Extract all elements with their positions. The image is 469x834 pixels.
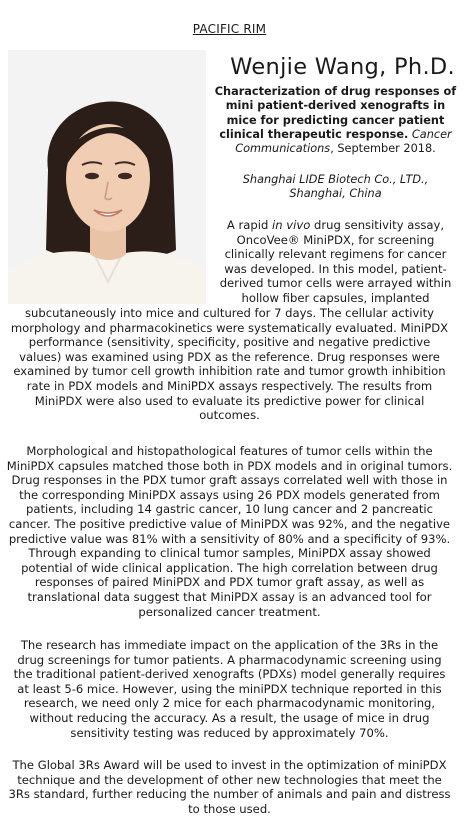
paragraph-3: The research has immediate impact on the application of the 3Rs in the drug screenings for tumor patients. A pharmacodynamic screening using the traditional patient-derived xenografts (PDXs) model generally requires at least 5-6 mice. However, using the miniPDX technique reported in this research, we need only 2 mice for each pharmacodynamic monitoring, without reducing the accuracy. As a result, the usage of mice in drug sensitivity testing was reduced by approximately 70%.: [13, 638, 446, 740]
portrait-photo: [8, 50, 206, 304]
paper-title: Characterization of drug responses of mini patient-derived xenografts in mice for predicting cancer patient clinical therapeutic response.: [214, 85, 457, 141]
affiliation: [214, 173, 457, 202]
paragraph-1-lead: A rapid: [226, 218, 269, 232]
paragraph-1-wrap: drug sensitivity assay, OncoVee® MiniPDX, for screening clinically relevant regimens for cancer was developed. In this model, patient-derived tumor cells were arrayed within hollow fiber capsules, implanted: [219, 218, 452, 305]
paragraph-1-wrapped: [214, 218, 457, 306]
publication-date: , September 2018.: [330, 142, 436, 156]
affiliation-location: Shanghai, China: [289, 187, 382, 201]
paragraph-1-italic: in vivo: [272, 218, 311, 232]
paragraph-1-continued: subcutaneously into mice and cultured for 7 days. The cellular activity morphology and pharmacokinetics were systematically evaluated. MiniPDX performance (sensitivity, specificity, positive and negative predictive values) was examined using PDX as the reference. Drug responses were examined by tumor cell growth inhibition rate and tumor growth inhibition rate in PDX models and MiniPDX assays respectively. The results from MiniPDX were also used to evaluate its predictive power for clinical outcomes.: [10, 306, 449, 423]
paragraph-2: Morphological and histopathological features of tumor cells within the MiniPDX capsules matched those both in PDX models and in original tumors. Drug responses in the PDX tumor graft assays correlated well with those in the corresponding MiniPDX assays using 26 PDX models generated from patients, including 14 gastric cancer, 10 lung cancer and 2 pancreatic cancer. The positive predictive value of MiniPDX was 92%, and the negative predictive value was 81% with a sensitivity of 80% and a specificity of 93%. Through expanding to clinical tumor samples, MiniPDX assay showed potential of wide clinical application. The high correlation between drug responses of paired MiniPDX and PDX tumor graft assay, as well as translational data suggest that MiniPDX assay is an advanced tool for personalized cancer treatment.: [6, 444, 453, 619]
paragraph-4: The Global 3Rs Award will be used to invest in the optimization of miniPDX technique and the development of other new technologies that meet the 3Rs standard, further reducing the number of animals and pain and distress to those used.: [8, 758, 451, 816]
portrait-illustration: [8, 50, 206, 304]
region-heading: PACIFIC RIM: [192, 22, 267, 36]
affiliation-company: Shanghai LIDE Biotech Co., LTD.,: [242, 173, 429, 186]
publication-citation: [214, 85, 457, 156]
journal-name: Cancer Communications: [235, 127, 452, 156]
author-name: Wenjie Wang, Ph.D.: [230, 54, 455, 80]
